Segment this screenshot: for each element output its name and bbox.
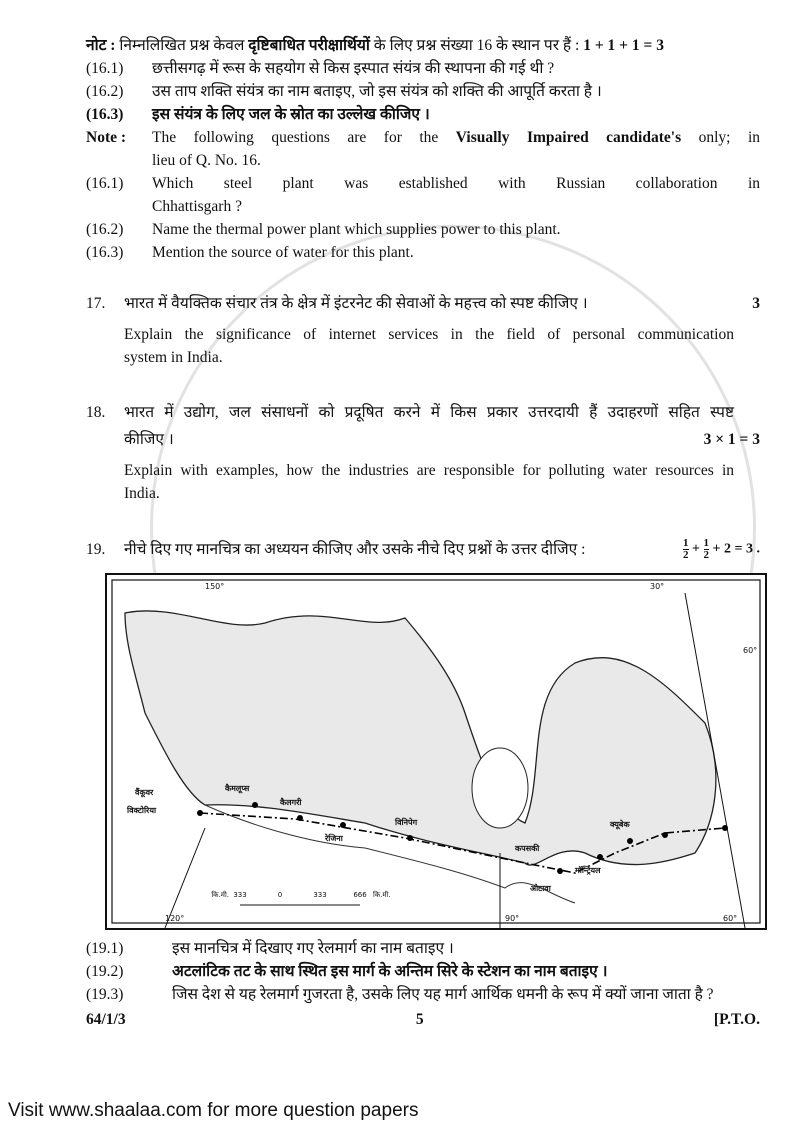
fraction-num: 1 <box>683 537 689 549</box>
fraction-num: 1 <box>703 537 710 549</box>
question-18 <box>86 402 760 423</box>
city-label: वैंकूवर <box>135 788 154 797</box>
sub-question-text: इस मानचित्र में दिखाए गए रेलमार्ग का नाम बताइए । <box>172 940 454 957</box>
sub-question-number: (19.3) <box>86 986 124 1003</box>
sub-question-text: Chhattisgarh ? <box>152 198 242 215</box>
note-text-after: के लिए प्रश्न संख्या 16 के स्थान पर हैं : <box>373 37 580 54</box>
scale-tick: 666 <box>353 891 367 899</box>
longitude-label: 30° <box>650 582 665 591</box>
city-label: मॉन्ट्रियल <box>575 866 601 875</box>
question-text-english: India. <box>124 485 160 502</box>
city-label: ओटावा <box>530 884 551 893</box>
sub-question-number: (16.2) <box>86 221 124 238</box>
question-text-hindi: भारत में वैयक्तिक संचार तंत्र के क्षेत्र में इंटरनेट की सेवाओं के महत्त्व को स्पष्ट कीजिए । <box>124 295 588 312</box>
city-label: विक्टोरिया <box>127 806 157 815</box>
question-number: 17. <box>86 295 106 312</box>
city-label: कैलगरी <box>280 798 302 807</box>
question-text-hindi: भारत में उद्योग, जल संसाधनों को प्रदूषित करने में किस प्रकार उत्तरदायी हैं उदाहरणों सहित स्पष्ट <box>124 404 734 421</box>
page-number: 5 <box>415 1011 424 1028</box>
question-text-hindi: कीजिए । <box>124 431 174 448</box>
scale-tick: 333 <box>233 891 247 899</box>
city-label: रेजिना <box>325 834 343 843</box>
sub-question-text: Which steel plant was established with Russian collaboration in <box>152 175 760 192</box>
marks <box>683 538 760 561</box>
sub-question-number: (19.2) <box>86 963 124 980</box>
latitude-label: 60° <box>743 646 758 655</box>
question-text-english: Explain the significance of internet services in the field of personal communication <box>124 326 734 343</box>
visit-link-text[interactable]: Visit www.shaalaa.com for more question papers <box>8 1100 419 1121</box>
marks: 3 × 1 = 3 <box>703 431 760 448</box>
question-18-line2 <box>86 429 760 450</box>
sub-question-text: उस ताप शक्ति संयंत्र का नाम बताइए, जो इस संयंत्र को शक्ति की आपूर्ति करता है । <box>152 83 602 100</box>
fraction-den: 2 <box>683 549 689 561</box>
question-number: 19. <box>86 541 106 558</box>
marks-tail: + 2 = 3 . <box>712 541 760 557</box>
sub-question <box>86 984 760 1005</box>
sub-question-text: छत्तीसगढ़ में रूस के सहयोग से किस इस्पात संयंत्र की स्थापना की गई थी ? <box>152 60 555 77</box>
fraction-den: 2 <box>703 549 710 561</box>
sub-question-text: अटलांटिक तट के साथ स्थित इस मार्ग के अन्तिम सिरे के स्टेशन का नाम बताइए । <box>172 963 608 980</box>
note-bold: Visually Impaired candidate's <box>455 129 682 146</box>
longitude-label: 90° <box>505 914 520 923</box>
sub-question-number: (16.3) <box>86 244 124 261</box>
question-text-english: Explain with examples, how the industries are responsible for polluting water resources in <box>124 462 734 479</box>
note-bold: दृष्टिबाधित परीक्षार्थियों <box>248 37 370 54</box>
sub-question <box>86 961 760 982</box>
marks: 3 <box>752 295 760 312</box>
sub-question-number: (16.1) <box>86 60 124 77</box>
question-19 <box>86 538 760 561</box>
sub-question-text: Name the thermal power plant which supplies power to this plant. <box>152 221 561 238</box>
longitude-label: 120° <box>165 914 185 923</box>
sub-question-text: Mention the source of water for this plant. <box>152 244 414 261</box>
question-text-hindi: नीचे दिए गए मानचित्र का अध्ययन कीजिए और उसके नीचे दिए प्रश्नों के उत्तर दीजिए : <box>124 541 586 558</box>
hudson-bay <box>472 748 528 828</box>
city-label: क्यूबेक <box>610 820 630 829</box>
note-text: The following questions are for the <box>152 129 439 146</box>
sub-question <box>86 81 760 102</box>
sub-question-number: (16.2) <box>86 83 124 100</box>
note-text-after: only; in <box>698 129 761 146</box>
note-line2: lieu of Q. No. 16. <box>152 152 261 169</box>
note-english <box>86 127 760 148</box>
longitude-label: 60° <box>723 914 738 923</box>
sub-question-number: (19.1) <box>86 940 124 957</box>
note-text: निम्नलिखित प्रश्न केवल <box>119 37 245 54</box>
paper-code: 64/1/3 <box>86 1011 126 1028</box>
question-number: 18. <box>86 404 106 421</box>
question-text-english: system in India. <box>124 349 223 366</box>
marks: 1 + 1 + 1 = 3 <box>583 37 664 54</box>
scale-unit: कि.मी. <box>211 891 229 899</box>
canada-rail-map <box>105 573 767 930</box>
sub-question-number: (16.1) <box>86 175 124 192</box>
scale-unit: कि.मी. <box>373 891 391 899</box>
sub-question-text: इस संयंत्र के लिए जल के स्रोत का उल्लेख कीजिए । <box>152 106 430 123</box>
city-label: कपसकी <box>515 844 540 853</box>
longitude-label: 150° <box>205 582 225 591</box>
sub-question <box>86 242 760 263</box>
note-label: नोट : <box>86 37 116 54</box>
sub-question <box>86 219 760 240</box>
scale-tick: 333 <box>313 891 327 899</box>
scale-tick: 0 <box>277 891 283 899</box>
sub-question-number: (16.3) <box>86 106 124 123</box>
sub-question-text: जिस देश से यह रेलमार्ग गुजरता है, उसके लिए यह मार्ग आर्थिक धमनी के रूप में क्यों जाना जाता है ? <box>172 986 714 1003</box>
question-english <box>86 324 760 345</box>
sub-question <box>86 173 760 194</box>
page-footer <box>86 1009 760 1030</box>
note-hindi <box>86 35 760 56</box>
question-english <box>86 460 760 481</box>
question-17 <box>86 293 760 314</box>
city-label: कैमलूप्स <box>225 784 250 793</box>
sub-question <box>86 58 760 79</box>
sub-question <box>86 104 760 125</box>
sub-question <box>86 938 760 959</box>
note-label: Note : <box>86 129 127 146</box>
plus: + <box>692 541 701 557</box>
pto-label: [P.T.O. <box>713 1011 760 1028</box>
city-label: विनिपेग <box>395 818 418 827</box>
